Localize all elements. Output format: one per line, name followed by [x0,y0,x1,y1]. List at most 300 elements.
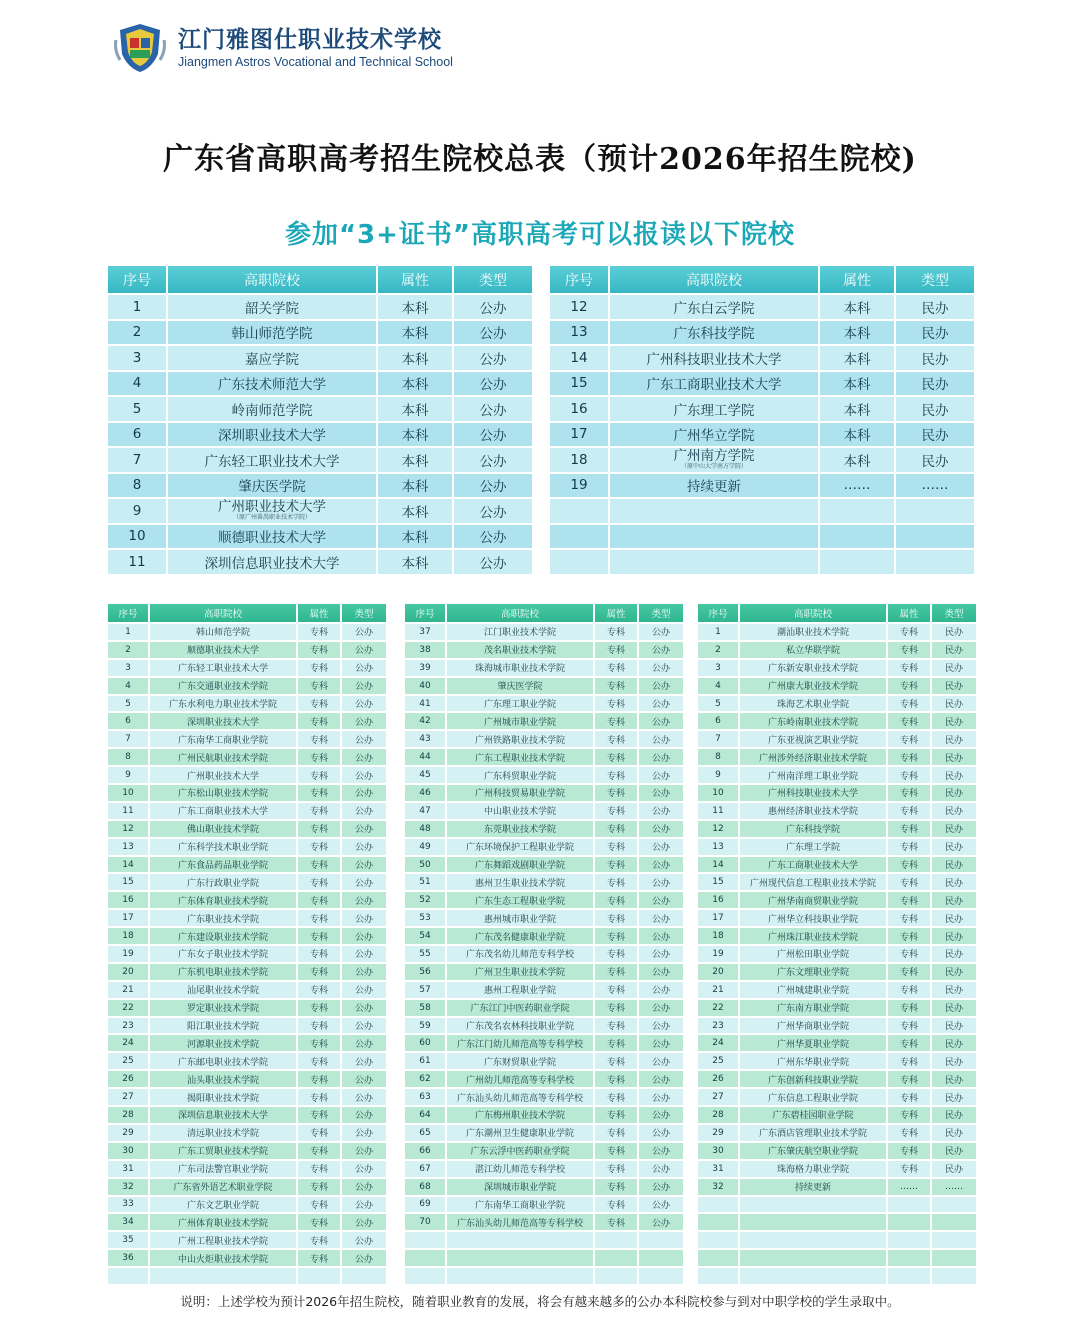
school-name: 广东松山职业技术学院 [150,785,296,801]
row-number: 13 [108,839,148,855]
school-name: 广州城市职业学院 [447,713,593,729]
school-type: 公办 [342,1161,386,1177]
empty-row [108,1268,386,1284]
row-number: 18 [108,928,148,944]
row-number [550,525,608,549]
school-type: 公办 [639,1125,683,1141]
school-attribute: 专科 [595,1018,637,1034]
school-name: 广东舞蹈戏剧职业学院 [447,857,593,873]
school-type: 民办 [896,295,974,319]
school-type: 公办 [342,624,386,640]
page-subtitle: 参加“3+证书”高职高考可以报读以下院校 [284,220,796,250]
school-attribute: 专科 [595,910,637,926]
row-number: 29 [698,1125,738,1141]
school-attribute: 专科 [888,642,930,658]
row-number: 11 [108,550,166,574]
school-name: 私立华联学院 [740,642,886,658]
row-number: 39 [405,660,445,676]
row-number: 8 [108,474,166,498]
table-row [405,1035,683,1051]
empty-cell [447,1268,593,1284]
school-name: 广州华立科技职业学院 [740,910,886,926]
school-type: 民办 [932,749,976,765]
school-name: 持续更新 [740,1179,886,1195]
school-attribute: 专科 [595,1214,637,1230]
table-row [698,1107,976,1123]
row-number: 50 [405,857,445,873]
school-name: 广东科技学院 [610,321,818,345]
school-former-name: （原中山大学南方学院） [680,463,747,471]
row-number: 30 [108,1143,148,1159]
school-name: 广东白云学院 [610,295,818,319]
page-title: 广东省高职高考招生院校总表（预计2026年招生院校) [163,142,917,177]
school-attribute: 专科 [888,982,930,998]
table-row [698,678,976,694]
school-attribute: 本科 [378,448,452,472]
school-type: 民办 [932,803,976,819]
school-type: 民办 [932,642,976,658]
school-type: 民办 [896,423,974,447]
school-type: 公办 [454,550,532,574]
table-row [108,397,532,421]
table-row [405,857,683,873]
school-name: 广东女子职业技术学院 [150,946,296,962]
row-number: 70 [405,1214,445,1230]
school-attribute: 专科 [888,1053,930,1069]
school-name: 惠州经济职业技术学院 [740,803,886,819]
empty-row [698,1197,976,1213]
school-name: 广东环境保护工程职业学院 [447,839,593,855]
school-attribute: 专科 [298,1018,340,1034]
school-name: 惠州工程职业学院 [447,982,593,998]
table-row [698,767,976,783]
school-type: 公办 [454,372,532,396]
table-row [550,448,974,472]
row-number: 41 [405,696,445,712]
school-attribute: 专科 [595,785,637,801]
empty-cell [932,1214,976,1230]
empty-row [698,1232,976,1248]
school-attribute: 专科 [888,857,930,873]
row-number: 15 [698,874,738,890]
table-row [698,910,976,926]
school-name: 珠海艺术职业学院 [740,696,886,712]
school-name: 湛江幼儿师范专科学校 [447,1161,593,1177]
school-attribute: 专科 [888,874,930,890]
school-type: 公办 [454,423,532,447]
row-number: 42 [405,713,445,729]
school-name: 中山职业技术学院 [447,803,593,819]
table-row [405,982,683,998]
school-type: 公办 [639,1018,683,1034]
empty-cell [888,1232,930,1248]
table-row [550,295,974,319]
school-type: 民办 [932,1018,976,1034]
school-name: 佛山职业技术学院 [150,821,296,837]
table-row [405,946,683,962]
school-attribute: 专科 [595,749,637,765]
school-attribute: 专科 [595,767,637,783]
table-row [405,1179,683,1195]
school-name: 广州现代信息工程职业技术学院 [740,874,886,890]
row-number: 46 [405,785,445,801]
table-row [108,1125,386,1141]
empty-cell [740,1250,886,1266]
table-row [405,785,683,801]
school-attribute: 专科 [888,678,930,694]
table-row [108,1143,386,1159]
school-type: 公办 [639,1143,683,1159]
row-number: 2 [108,642,148,658]
school-type: 公办 [342,1089,386,1105]
row-number: 37 [405,624,445,640]
table-row [405,1161,683,1177]
school-name: 广东碧桂园职业学院 [740,1107,886,1123]
school-attribute: 专科 [595,624,637,640]
school-attribute: 专科 [595,946,637,962]
school-type: …… [896,474,974,498]
school-name: 肇庆医学院 [168,474,376,498]
school-attribute: 本科 [820,423,894,447]
school-attribute: 专科 [888,624,930,640]
table-row [108,550,532,574]
table-row [108,910,386,926]
row-number: 18 [550,448,608,472]
school-attribute: 专科 [595,857,637,873]
school-type: 民办 [932,1161,976,1177]
row-number: 13 [550,321,608,345]
row-number: 4 [698,678,738,694]
empty-cell [108,1268,148,1284]
row-number: 49 [405,839,445,855]
school-name: 广州涉外经济职业技术学院 [740,749,886,765]
school-attribute: 本科 [820,397,894,421]
school-attribute: 专科 [595,928,637,944]
empty-cell [405,1250,445,1266]
school-name: 广东省外语艺术职业学院 [150,1179,296,1195]
table-row [405,660,683,676]
row-number: 67 [405,1161,445,1177]
table-row [108,731,386,747]
table-row [405,803,683,819]
empty-cell [698,1250,738,1266]
school-attribute: 专科 [888,892,930,908]
school-type: 公办 [342,731,386,747]
row-number: 63 [405,1089,445,1105]
row-number: 13 [698,839,738,855]
school-attribute: 本科 [378,321,452,345]
school-attribute: 专科 [595,1179,637,1195]
school-name: 广东工商职业技术大学 [740,857,886,873]
school-type: 民办 [932,1125,976,1141]
table-row [108,1053,386,1069]
school-name: 广州华商职业学院 [740,1018,886,1034]
row-number: 2 [698,642,738,658]
school-attribute: 专科 [595,660,637,676]
table-row [108,839,386,855]
row-number: 19 [698,946,738,962]
table-row [108,642,386,658]
school-type: 民办 [896,397,974,421]
row-number: 68 [405,1179,445,1195]
school-type: 公办 [639,1214,683,1230]
school-type: 公办 [342,892,386,908]
school-type: 公办 [639,1197,683,1213]
row-number: 53 [405,910,445,926]
school-type: 公办 [342,1214,386,1230]
row-number: 27 [108,1089,148,1105]
school-type: 公办 [342,1107,386,1123]
row-number: 12 [108,821,148,837]
school-name: 广东轻工职业技术大学 [168,448,376,472]
school-name-cn: 江门雅图仕职业技术学校 [178,27,442,53]
school-name: 广州科技贸易职业学院 [447,785,593,801]
school-type: 民办 [932,1089,976,1105]
school-name: 广东江门幼儿师范高等专科学校 [447,1035,593,1051]
row-number: 48 [405,821,445,837]
school-type: 公办 [342,696,386,712]
table-row [405,696,683,712]
school-type: 公办 [639,624,683,640]
school-name [610,448,818,472]
school-attribute: 专科 [298,749,340,765]
row-number: 33 [108,1197,148,1213]
school-attribute: 专科 [595,1143,637,1159]
empty-row [698,1250,976,1266]
school-attribute: 专科 [298,910,340,926]
school-type: 公办 [342,1232,386,1248]
col-header-no: 序号 [108,266,166,293]
empty-cell [888,1268,930,1284]
school-name: 东莞职业技术学院 [447,821,593,837]
school-attribute: 专科 [298,857,340,873]
school-name: 广东生态工程职业学院 [447,892,593,908]
school-attribute: 专科 [595,964,637,980]
school-name: 汕尾职业技术学院 [150,982,296,998]
school-type: 公办 [342,642,386,658]
school-type: 公办 [342,857,386,873]
school-type: 公办 [639,678,683,694]
table-row [108,295,532,319]
row-number: 11 [108,803,148,819]
row-number: 12 [550,295,608,319]
row-number: 24 [698,1035,738,1051]
row-number: 3 [698,660,738,676]
row-number [550,499,608,523]
school-name: 广州珠江职业技术学院 [740,928,886,944]
school-name: 广州东华职业学院 [740,1053,886,1069]
row-number: 8 [108,749,148,765]
school-type: 公办 [639,964,683,980]
school-name: 广东梅州职业技术学院 [447,1107,593,1123]
school-type: 公办 [342,1197,386,1213]
school-name: 广州华立学院 [610,423,818,447]
school-type: 民办 [932,928,976,944]
empty-cell [932,1268,976,1284]
school-type: 公办 [639,642,683,658]
school-type: 民办 [932,1107,976,1123]
school-name: 深圳信息职业技术大学 [168,550,376,574]
school-name: 深圳职业技术大学 [168,423,376,447]
row-number: 17 [698,910,738,926]
school-name: 惠州城市职业学院 [447,910,593,926]
row-number: 45 [405,767,445,783]
row-number: 62 [405,1071,445,1087]
school-attribute: …… [888,1179,930,1195]
school-type: 民办 [932,696,976,712]
row-number: 14 [550,346,608,370]
table-row [108,1071,386,1087]
empty-cell [639,1268,683,1284]
school-name: 河源职业技术学院 [150,1035,296,1051]
table-row [698,1018,976,1034]
row-number: 17 [550,423,608,447]
empty-cell [595,1268,637,1284]
school-name [610,525,818,549]
school-type: 公办 [639,857,683,873]
row-number: 69 [405,1197,445,1213]
school-type: 公办 [454,295,532,319]
table-row [108,892,386,908]
school-name: 广东邮电职业技术学院 [150,1053,296,1069]
school-type: 公办 [342,660,386,676]
school-type: 公办 [342,678,386,694]
table-row [405,910,683,926]
table-row [698,839,976,855]
row-number: 54 [405,928,445,944]
school-type: 民办 [932,874,976,890]
school-name: 持续更新 [610,474,818,498]
empty-cell [639,1250,683,1266]
school-name [168,499,376,523]
row-number: 22 [108,1000,148,1016]
col-header-school: 高职院校 [740,604,886,622]
school-attribute: 专科 [595,696,637,712]
table-row [405,624,683,640]
school-type: 民办 [896,448,974,472]
table-row [108,982,386,998]
school-type: 公办 [639,982,683,998]
table-row [108,1232,386,1248]
empty-cell [740,1214,886,1230]
empty-cell [405,1268,445,1284]
empty-cell [932,1232,976,1248]
row-number: 16 [108,892,148,908]
row-number [550,550,608,574]
school-attribute: 专科 [298,1035,340,1051]
table-row [550,474,974,498]
school-name: 广东科学技术职业学院 [150,839,296,855]
table-row [405,964,683,980]
table-row [698,874,976,890]
table-row [108,678,386,694]
school-name: 广东食品药品职业学院 [150,857,296,873]
school-type: 公办 [342,1143,386,1159]
school-type: 公办 [639,1089,683,1105]
empty-cell [740,1232,886,1248]
row-number: 14 [108,857,148,873]
school-type: 民办 [896,372,974,396]
school-attribute: 本科 [820,448,894,472]
school-name: 广东科贸职业学院 [447,767,593,783]
school-type: 公办 [639,1107,683,1123]
school-name: 江门职业技术学院 [447,624,593,640]
school-attribute: 专科 [298,713,340,729]
empty-cell [740,1268,886,1284]
row-number: 19 [108,946,148,962]
table-row [405,1071,683,1087]
school-type: 公办 [639,946,683,962]
school-type: 公办 [454,346,532,370]
school-attribute: 专科 [888,946,930,962]
school-name: 广州华夏职业学院 [740,1035,886,1051]
school-name: 潮汕职业技术学院 [740,624,886,640]
row-number: 15 [550,372,608,396]
school-attribute: 本科 [820,295,894,319]
table-row [405,1018,683,1034]
row-number: 28 [698,1107,738,1123]
empty-row [698,1214,976,1230]
school-name: 深圳城市职业学院 [447,1179,593,1195]
school-type: 公办 [342,821,386,837]
row-number: 16 [698,892,738,908]
row-number: 35 [108,1232,148,1248]
school-attribute: 专科 [298,1089,340,1105]
table-row [108,1018,386,1034]
school-name: 茂名职业技术学院 [447,642,593,658]
table-row [698,624,976,640]
row-number: 58 [405,1000,445,1016]
school-name: 广东南方职业学院 [740,1000,886,1016]
school-type: 公办 [342,1035,386,1051]
row-number: 24 [108,1035,148,1051]
row-number: 36 [108,1250,148,1266]
school-attribute: 专科 [298,785,340,801]
school-name: 广东南华工商职业学院 [447,1197,593,1213]
school-type: 民办 [896,346,974,370]
table-row [698,1053,976,1069]
school-attribute: 专科 [595,1035,637,1051]
school-type: 民办 [932,964,976,980]
table-row [698,821,976,837]
table-row [108,1107,386,1123]
row-number: 26 [108,1071,148,1087]
table-row [698,713,976,729]
row-number: 9 [698,767,738,783]
school-name: 广东汕头幼儿师范高等专科学校 [447,1089,593,1105]
school-name: 珠海城市职业技术学院 [447,660,593,676]
school-name: 广东茂名健康职业学院 [447,928,593,944]
school-attribute: 专科 [298,660,340,676]
school-name: 广东理工学院 [740,839,886,855]
row-number: 1 [108,295,166,319]
empty-cell [298,1268,340,1284]
row-number: 6 [698,713,738,729]
row-number: 6 [108,713,148,729]
school-name: 深圳职业技术大学 [150,713,296,729]
table-row [108,321,532,345]
row-number: 31 [698,1161,738,1177]
school-attribute: 专科 [595,713,637,729]
table-row [108,499,532,523]
school-attribute [820,525,894,549]
row-number: 25 [108,1053,148,1069]
school-attribute: 专科 [298,1053,340,1069]
school-attribute: 专科 [298,821,340,837]
table-row [108,1197,386,1213]
empty-cell [888,1250,930,1266]
school-name: 广东文理职业学院 [740,964,886,980]
